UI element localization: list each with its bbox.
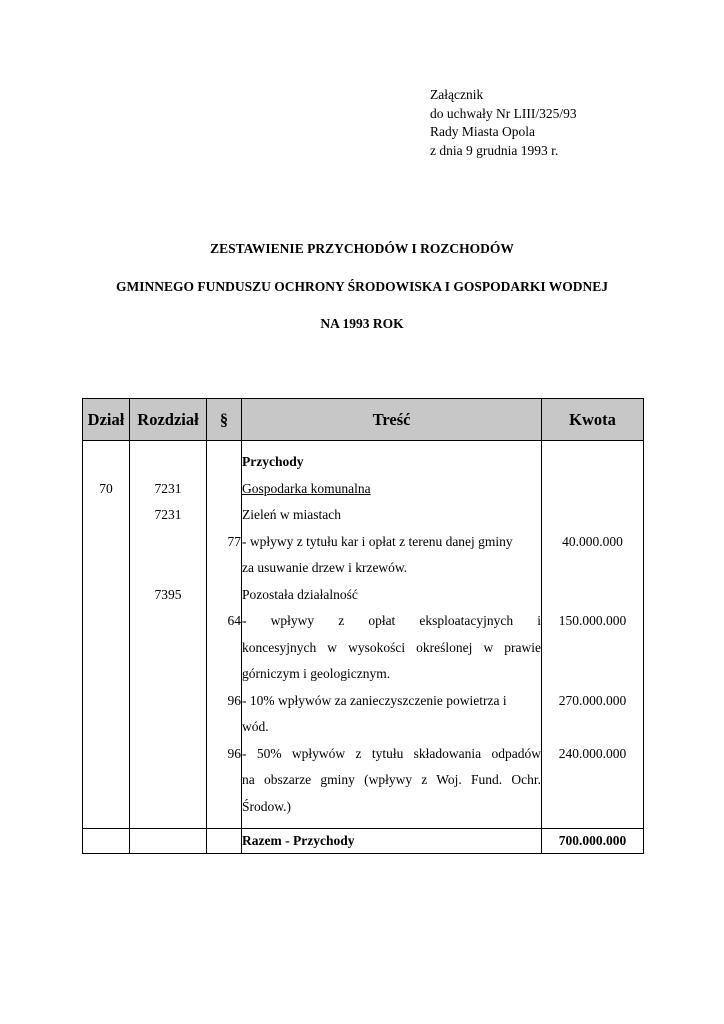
total-empty-cell: [83, 829, 130, 854]
header-tresc: Treść: [242, 399, 542, 441]
cell: 96: [227, 745, 241, 761]
cell: [207, 635, 241, 662]
cell: [207, 449, 241, 476]
amount: 270.000.000: [558, 692, 627, 708]
cell: [207, 714, 241, 741]
cell: [542, 661, 643, 688]
cell: [130, 449, 206, 476]
cell: - 10% wpływów za zanieczyszczenie powietrza i: [242, 692, 507, 708]
table-body-row: [83, 441, 644, 829]
amount: 240.000.000: [558, 745, 627, 761]
cell: 77: [227, 533, 241, 549]
cell: [130, 635, 206, 662]
cell: 70: [99, 480, 113, 496]
column-kwota: [542, 441, 644, 829]
table-header-row: [83, 399, 644, 441]
total-row: [83, 829, 644, 854]
cell: [542, 476, 643, 503]
cell: [542, 555, 643, 582]
cell: [83, 555, 129, 582]
cell: [130, 714, 206, 741]
cell: [130, 741, 206, 768]
cell: koncesyjnych w wysokości określonej w prawie: [242, 639, 541, 655]
cell: [83, 794, 129, 821]
cell: [207, 476, 241, 503]
cell: Środow.): [242, 798, 291, 814]
cell: [130, 529, 206, 556]
cell: Pozostała działalność: [242, 586, 358, 602]
cell: [542, 767, 643, 794]
cell: [207, 555, 241, 582]
cell: [130, 688, 206, 715]
total-empty-cell: [130, 829, 207, 854]
cell: [130, 661, 206, 688]
cell: wód.: [242, 719, 269, 734]
cell: [83, 608, 129, 635]
cell: [83, 767, 129, 794]
cell: [83, 582, 129, 609]
total-value: 700.000.000: [542, 829, 644, 854]
annex-note: [430, 86, 577, 160]
cell: [207, 661, 241, 688]
cell: [207, 767, 241, 794]
cell: [130, 608, 206, 635]
cell: [542, 714, 643, 741]
cell: [542, 635, 643, 662]
column-paragraph: [207, 441, 242, 829]
budget-table: [82, 398, 644, 854]
annex-line: z dnia 9 grudnia 1993 r.: [430, 142, 559, 158]
cell: [130, 767, 206, 794]
document-year: NA 1993 ROK: [320, 316, 404, 331]
cell: [83, 661, 129, 688]
cell: 64: [227, 613, 241, 628]
column-tresc: [242, 441, 542, 829]
cell: za usuwanie drzew i krzewów.: [242, 560, 408, 575]
header-rozdzial: Rozdział: [130, 399, 207, 441]
total-empty-cell: [207, 829, 242, 854]
cell: 7395: [154, 586, 182, 602]
document-subtitle: GMINNEGO FUNDUSZU OCHRONY ŚRODOWISKA I GOSPODARKI WODNEJ: [115, 279, 609, 294]
cell: [83, 714, 129, 741]
annex-line: Załącznik: [430, 87, 484, 102]
cell: [542, 449, 643, 476]
cell: [83, 741, 129, 768]
column-dzial: [83, 441, 130, 829]
cell: [83, 688, 129, 715]
header-dzial: Dział: [83, 399, 130, 441]
cell: [83, 635, 129, 662]
cell: [542, 794, 643, 821]
cell: 7231: [154, 507, 182, 522]
cell: górniczym i geologicznym.: [242, 666, 391, 681]
cell: - wpływy z opłat eksploatacyjnych i: [242, 613, 541, 628]
cell: [83, 502, 129, 529]
cell: 96: [227, 692, 241, 708]
cell: [207, 502, 241, 529]
cell: - wpływy z tytułu kar i opłat z terenu danej gminy: [242, 533, 513, 549]
document-title: ZESTAWIENIE PRZYCHODÓW I ROZCHODÓW: [210, 241, 514, 256]
amount: 40.000.000: [562, 533, 623, 549]
cell: na obszarze gminy (wpływy z Woj. Fund. Ochr.: [242, 772, 541, 787]
cell: [130, 555, 206, 582]
header-paragraph: §: [207, 399, 242, 441]
cell: 7231: [154, 480, 182, 496]
cell: [207, 582, 241, 609]
cell: [83, 529, 129, 556]
cell: [130, 794, 206, 821]
annex-line: Rady Miasta Opola: [430, 124, 535, 139]
cell: [542, 582, 643, 609]
cell: [207, 794, 241, 821]
cell: [83, 449, 129, 476]
amount: 150.000.000: [558, 613, 627, 628]
cell: - 50% wpływów z tytułu składowania odpadów: [242, 745, 541, 761]
header-kwota: Kwota: [542, 399, 644, 441]
chapter-title: Gospodarka komunalna: [242, 480, 371, 496]
cell: [542, 502, 643, 529]
cell: Zieleń w miastach: [242, 507, 341, 522]
total-label: Razem - Przychody: [242, 829, 542, 854]
annex-line: do uchwały Nr LIII/325/93: [430, 105, 577, 121]
column-rozdzial: [130, 441, 207, 829]
section-heading: Przychody: [242, 454, 304, 469]
